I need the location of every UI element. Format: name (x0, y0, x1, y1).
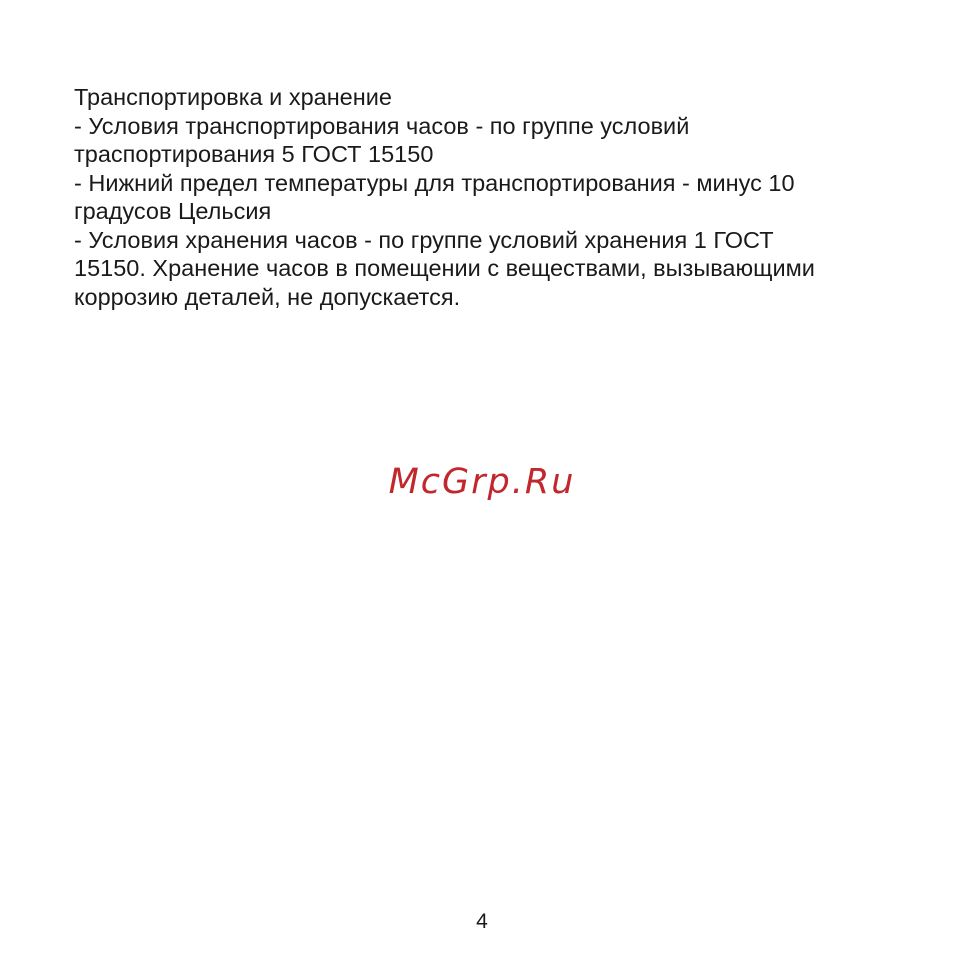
text-line: - Условия транспортирования часов - по группе условий (74, 112, 690, 139)
watermark: McGrp.Ru (388, 462, 576, 502)
text-line: - Условия хранения часов - по группе условий хранения 1 ГОСТ (74, 226, 774, 253)
document-body (74, 83, 934, 311)
section-heading: Транспортировка и хранение (74, 84, 392, 110)
page-number: 4 (476, 910, 488, 933)
text-line: - Нижний предел температуры для транспортирования - минус 10 (74, 169, 795, 196)
text-line: 15150. Хранение часов в помещении с веществами, вызывающими (74, 255, 815, 281)
text-line: коррозию деталей, не допускается. (74, 283, 461, 310)
text-line: траспортирования 5 ГОСТ 15150 (74, 141, 434, 167)
text-line: градусов Цельсия (74, 198, 272, 224)
